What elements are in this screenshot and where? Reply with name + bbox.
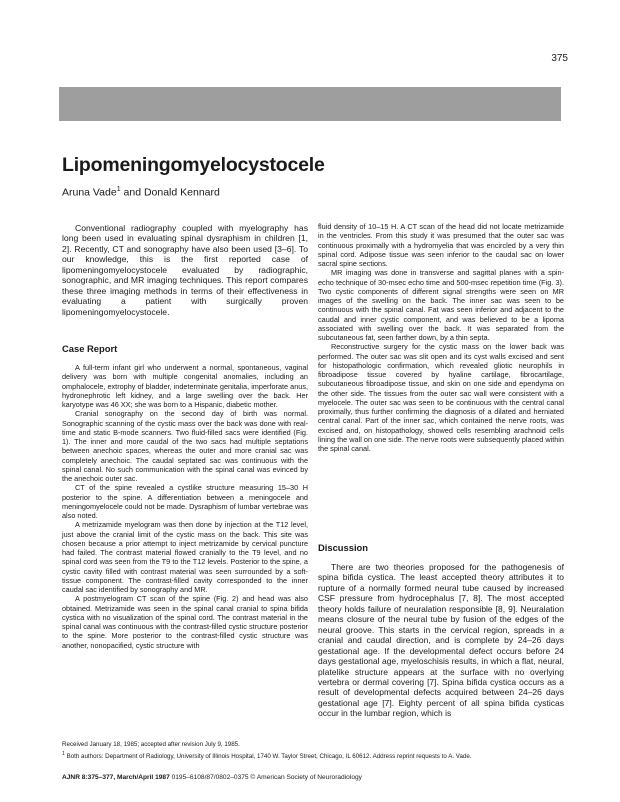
affiliation-note [62, 750, 472, 761]
case-report-heading: Case Report [62, 343, 118, 354]
header-banner [59, 87, 561, 121]
case-report-section [62, 343, 308, 650]
journal-citation [62, 774, 362, 781]
received-note: Received January 18, 1985; accepted after revision July 9, 1985. [62, 741, 240, 748]
affiliation-text: Both authors: Department of Radiology, University of Illinois Hospital, 1740 W. Taylor Street, Chicago, IL 60612. Address reprint requests to A. Vade. [64, 753, 472, 761]
author-footnote-mark: 1 [116, 186, 121, 193]
case-paragraph: A full-term infant girl who underwent a normal, spontaneous, vaginal delivery was born with multiple congenital anomalies, including an omphalocele, extrophy of bladder, indeterminate genitalia, imperforate anus, hydronephrotic left kidney, and a large swelling over the back. Her karyotype was 46 XX; she was born to a Hispanic, diabetic mother. [62, 363, 308, 409]
right-column-text [318, 222, 564, 453]
journal-issn: 0195–6108/87/0802–0375 © American Society of Neuroradiology [169, 774, 362, 781]
discussion-heading: Discussion [318, 542, 369, 553]
page-number: 375 [551, 53, 568, 64]
intro-paragraph: Conventional radiography coupled with myelography has long been used in evaluating spinal dysraphism in children [1, 2]. Recently, CT and sonography have also been used [3–6]. To our knowledge, this is the first reported case of lipomeningomyelocystocele evaluated by radiographic, sonographic, and MR imaging techniques. This report compares these three imaging methods in terms of their effectiveness in evaluating a patient with surgically proven lipomeningomyelocystocele. [62, 223, 308, 317]
authors [62, 186, 220, 199]
author-rest: and Donald Kennard [120, 186, 220, 199]
case-paragraph: Reconstructive surgery for the cystic mass on the lower back was performed. The outer sac was slit open and its cyst walls excised and sent for histopathologic confirmation, which revealed gliotic neurophils in fibroadipose tissue covered by hyaline cartilage, fibrocartilage, subcutaneous fibroadipose tissue, and skin on one side and ependyma on the other side. The tissues from the outer sac wall were consistent with a myelocele. The outer sac was seen to be continuous with the central canal proximally, thus further confirming the diagnosis of a dilated and herniated central canal. Part of the inner sac, which contained the nerve roots, was excised and, on histopathology, showed cells resembling arachnoid cells lining the wall on one side. The nerve roots were subsequently placed within the spinal canal. [318, 342, 564, 453]
affiliation-footnote-mark: 1 [62, 751, 65, 757]
case-paragraph: A metrizamide myelogram was then done by injection at the T12 level, just above the cranial limit of the cystic mass on the back. This site was chosen because a prior attempt to inject metrizamide by cervical puncture had failed. The contrast material flowed cranially to the T9 level, and no spinal cord was seen from the T9 to the T12 levels. Posterior to the spine, a cystic cavity filled with contrast material was seen surrounded by a soft-tissue component. The contrast-filled cavity corresponded to the inner caudal sac identified by sonography and MR. [62, 520, 308, 594]
author-first: Aruna Vade [62, 186, 117, 199]
case-paragraph: CT of the spine revealed a cystlike structure measuring 15–30 H posterior to the spine. A differentiation between a meningocele and meningomyelocele could not be made. Dysraphism of lumbar vertebrae was also noted. [62, 483, 308, 520]
case-paragraph: MR imaging was done in transverse and sagittal planes with a spin-echo technique of 30-msec echo time and 500-msec repetition time (Fig. 3). Two cystic components of different signal strengths were seen on MR images of the swelling on the back. The inner sac was seen to be continuous with the spinal canal. Fat was seen inferior and adjacent to the caudal and inner cystic component, and was believed to be a lipoma associated with swelling over the back. It was separated from the subcutaneous fat, seen farther down, by a thin septa. [318, 268, 564, 342]
discussion-paragraph: There are two theories proposed for the pathogenesis of spina bifida cystica. The least accepted theory attributes it to rupture of a normally formed neural tube caused by increased CSF pressure from hydrocephalus [7, 8]. The most accepted theory holds failure of neuralation responsible [8, 9]. Neuralation means closure of the neural tube by fusion of the edges of the neural groove. This starts in the cervical region, spreads in a cranial and caudal direction, and is complete by 24–26 days gestational age. If the developmental defect occurs before 24 days gestational age, myeloschisis results, in which a flat, neural, platelike structure appears at the surface with no overlying vertebra or dermal covering [7]. Spina bifida cystica occurs as a result of developmental defects acquired between 24–26 days gestational age [7]. Eighty percent of all spina bifida cysticas occur in the lumbar region, which is [318, 562, 564, 719]
case-paragraph: Cranial sonography on the second day of birth was normal. Sonographic scanning of the cystic mass over the back was done with real-time and static B-mode scanners. Two fluid-filled sacs were identified (Fig. 1). The inner and more caudal of the two sacs had multiple septations between anechoic spaces, whereas the outer and more cranial sac was completely anechoic. The caudal septated sac was continuous with the spinal canal. No such communication with the spinal canal was evinced by the anechoic outer sac. [62, 409, 308, 483]
discussion-section [318, 542, 564, 719]
case-paragraph: fluid density of 10–15 H. A CT scan of the head did not locate metrizamide in the ventricles. From this study it was presumed that the outer sac was continuous proximally with a hydromyelia that was encircled by a very thin spinal cord. Adipose tissue was seen inferior to the caudal sac on lower sacral spine sections. [318, 222, 564, 268]
case-paragraph: A postmyelogram CT scan of the spine (Fig. 2) and head was also obtained. Metrizamide was seen in the spinal canal cranial to spina bifida cystica with no visualization of the spinal cord. The contrast material in the spinal canal was continuous with the contrast-filled cystic structure posterior to the spine. More posterior to the contrast-filled cystic structure was another, nonopacified, cystic structure with [62, 594, 308, 650]
journal-name: AJNR 8:375–377, March/April 1987 [62, 774, 170, 781]
article-title: Lipomeningomyelocystocele [62, 154, 325, 176]
intro-section [62, 223, 308, 317]
